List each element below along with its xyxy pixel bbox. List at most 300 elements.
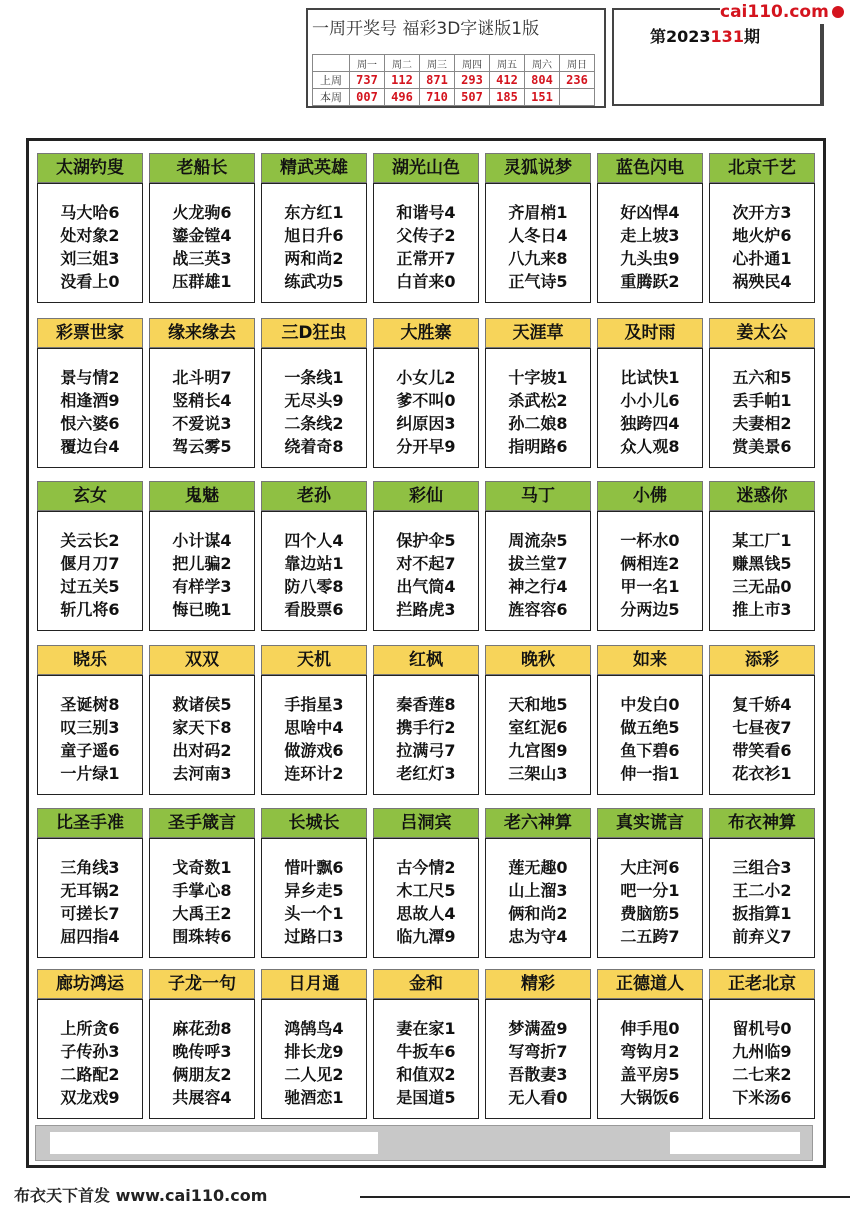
riddle-line: 家天下8: [172, 718, 232, 737]
riddle-line: 二条线2: [284, 414, 344, 433]
riddle-cell: [149, 481, 255, 631]
riddle-line: 手掌心8: [172, 881, 232, 900]
riddle-cell: [149, 808, 255, 958]
riddle-line: 指明路6: [508, 437, 568, 456]
footer-blank-left: [50, 1132, 378, 1154]
riddle-line: 俩朋友2: [172, 1065, 232, 1084]
riddle-body: [261, 838, 367, 958]
riddle-line: 竖稍长4: [172, 391, 232, 410]
riddle-cell: [597, 153, 703, 303]
riddle-author: 正老北京: [709, 969, 815, 999]
riddle-line: 神之行4: [508, 577, 568, 596]
riddle-body: [597, 838, 703, 958]
riddle-cell: [261, 969, 367, 1119]
riddle-line: 三组合3: [732, 858, 792, 877]
riddle-line: 二五跨7: [620, 927, 680, 946]
riddle-cell: [709, 645, 815, 795]
riddle-author: 吕洞宾: [373, 808, 479, 838]
riddle-line: 爹不叫0: [396, 391, 456, 410]
riddle-cell: [709, 808, 815, 958]
riddle-line: 恨六婆6: [60, 414, 120, 433]
day-label: 周日: [560, 55, 595, 72]
riddle-author: 缘来缘去: [149, 318, 255, 348]
riddle-line: 不爱说3: [172, 414, 232, 433]
riddle-line: 费脑筋5: [620, 904, 680, 923]
riddle-line: 梦满盈9: [508, 1019, 568, 1038]
riddle-body: [149, 183, 255, 303]
riddle-line: 地火炉6: [732, 226, 792, 245]
riddle-line: 好凶悍4: [620, 203, 680, 222]
riddle-cell: [37, 153, 143, 303]
riddle-line: 齐眉梢1: [508, 203, 568, 222]
this-week-row: [313, 89, 595, 106]
riddle-cell: [261, 645, 367, 795]
draw-number: 185: [490, 89, 525, 106]
riddle-line: 过路口3: [284, 927, 344, 946]
riddle-line: 思啥中4: [284, 718, 344, 737]
riddle-line: 连环计2: [284, 764, 344, 783]
riddle-line: 刘三姐3: [60, 249, 120, 268]
riddle-line: 夫妻相2: [732, 414, 792, 433]
riddle-line: 围珠转6: [172, 927, 232, 946]
riddle-body: [709, 675, 815, 795]
riddle-line: 双龙戏9: [60, 1088, 120, 1107]
riddle-line: 牛扳车6: [396, 1042, 456, 1061]
riddle-author: 小佛: [597, 481, 703, 511]
riddle-cell: [373, 481, 479, 631]
riddle-line: 关云长2: [60, 531, 120, 550]
riddle-body: [373, 511, 479, 631]
riddle-line: 看股票6: [284, 600, 344, 619]
riddle-line: 绕着奇8: [284, 437, 344, 456]
riddle-author: 长城长: [261, 808, 367, 838]
last-week-row: [313, 72, 595, 89]
riddle-line: 大禹王2: [172, 904, 232, 923]
riddle-body: [709, 999, 815, 1119]
riddle-cell: [37, 318, 143, 468]
riddle-author: 姜太公: [709, 318, 815, 348]
weekly-draw-panel: [306, 8, 606, 108]
riddle-cell: [149, 969, 255, 1119]
riddle-cell: [597, 969, 703, 1119]
riddle-line: 秦香莲8: [396, 695, 456, 714]
riddle-line: 前弃义7: [732, 927, 792, 946]
riddle-line: 做五绝5: [620, 718, 680, 737]
riddle-body: [373, 183, 479, 303]
riddle-line: 偃月刀7: [60, 554, 120, 573]
riddle-line: 二七来2: [732, 1065, 792, 1084]
riddle-cell: [37, 481, 143, 631]
riddle-line: 和谐号4: [396, 203, 456, 222]
riddle-cell: [597, 481, 703, 631]
riddle-line: 头一个1: [284, 904, 344, 923]
riddle-line: 异乡走5: [284, 881, 344, 900]
riddle-cell: [485, 645, 591, 795]
riddle-line: 可搓长7: [60, 904, 120, 923]
riddle-line: 俩和尚2: [508, 904, 568, 923]
riddle-line: 携手行2: [396, 718, 456, 737]
riddle-line: 甲一名1: [620, 577, 680, 596]
riddle-line: 七昼夜7: [732, 718, 792, 737]
riddle-line: 无人看0: [508, 1088, 568, 1107]
riddle-body: [149, 511, 255, 631]
riddle-line: 出对码2: [172, 741, 232, 760]
riddle-body: [149, 999, 255, 1119]
riddle-author: 正德道人: [597, 969, 703, 999]
riddle-line: 吧一分1: [620, 881, 680, 900]
riddle-line: 九州临9: [732, 1042, 792, 1061]
riddle-line: 小小儿6: [620, 391, 680, 410]
riddle-line: 一条线1: [284, 368, 344, 387]
riddle-body: [149, 838, 255, 958]
riddle-author: 真实谎言: [597, 808, 703, 838]
riddle-line: 次开方3: [732, 203, 792, 222]
riddle-line: 悔已晚1: [172, 600, 232, 619]
riddle-body: [261, 183, 367, 303]
riddle-line: 大庄河6: [620, 858, 680, 877]
riddle-line: 二人见2: [284, 1065, 344, 1084]
riddle-author: 圣手箴言: [149, 808, 255, 838]
riddle-line: 赚黑钱5: [732, 554, 792, 573]
riddle-line: 战三英3: [172, 249, 232, 268]
riddle-body: [709, 183, 815, 303]
riddle-line: 把儿骗2: [172, 554, 232, 573]
riddle-line: 保护伞5: [396, 531, 456, 550]
riddle-line: 一杯水0: [620, 531, 680, 550]
riddle-line: 分两边5: [620, 600, 680, 619]
riddle-cell: [261, 318, 367, 468]
riddle-line: 是国道5: [396, 1088, 456, 1107]
riddle-body: [709, 511, 815, 631]
riddle-line: 鸿鹄鸟4: [284, 1019, 344, 1038]
riddle-grid: [26, 138, 826, 1168]
riddle-cell: [485, 808, 591, 958]
draw-number: 804: [525, 72, 560, 89]
riddle-line: 三角线3: [60, 858, 120, 877]
day-header-row: [313, 55, 595, 72]
riddle-body: [709, 348, 815, 468]
riddle-author: 比圣手准: [37, 808, 143, 838]
riddle-author: 老六神算: [485, 808, 591, 838]
riddle-line: 无尽头9: [284, 391, 344, 410]
riddle-cell: [37, 645, 143, 795]
riddle-author: 玄女: [37, 481, 143, 511]
riddle-line: 伸手甩0: [620, 1019, 680, 1038]
riddle-author: 彩票世家: [37, 318, 143, 348]
day-label: 周五: [490, 55, 525, 72]
riddle-line: 临九潭9: [396, 927, 456, 946]
draw-number: 871: [420, 72, 455, 89]
riddle-line: 惜叶飘6: [284, 858, 344, 877]
footer-credit: 布衣天下首发 www.cai110.com: [14, 1186, 268, 1205]
riddle-line: 处对象2: [60, 226, 120, 245]
riddle-cell: [485, 318, 591, 468]
riddle-line: 九头虫9: [620, 249, 680, 268]
riddle-line: 靠边站1: [284, 554, 344, 573]
riddle-line: 妻在家1: [396, 1019, 456, 1038]
riddle-cell: [597, 808, 703, 958]
riddle-author: 双双: [149, 645, 255, 675]
riddle-author: 及时雨: [597, 318, 703, 348]
draw-number: 737: [350, 72, 385, 89]
riddle-line: 拦路虎3: [396, 600, 456, 619]
riddle-line: 大锅饭6: [620, 1088, 680, 1107]
riddle-line: 扳指算1: [732, 904, 792, 923]
riddle-line: 天和地5: [508, 695, 568, 714]
riddle-line: 共展容4: [172, 1088, 232, 1107]
riddle-author: 北京千艺: [709, 153, 815, 183]
riddle-line: 留机号0: [732, 1019, 792, 1038]
weekly-draw-table: [312, 54, 595, 106]
riddle-line: 覆边台4: [60, 437, 120, 456]
riddle-line: 盖平房5: [620, 1065, 680, 1084]
riddle-line: 木工尺5: [396, 881, 456, 900]
riddle-cell: [261, 808, 367, 958]
riddle-body: [37, 838, 143, 958]
riddle-body: [597, 511, 703, 631]
footer-rule: [360, 1196, 850, 1198]
riddle-author: 红枫: [373, 645, 479, 675]
day-label: 周四: [455, 55, 490, 72]
riddle-body: [597, 348, 703, 468]
riddle-line: 景与情2: [60, 368, 120, 387]
draw-number: [560, 89, 595, 106]
day-label: 周三: [420, 55, 455, 72]
riddle-line: 三无品0: [732, 577, 792, 596]
riddle-author: 如来: [597, 645, 703, 675]
riddle-line: 鱼下碧6: [620, 741, 680, 760]
riddle-line: 伸一指1: [620, 764, 680, 783]
day-label: 周六: [525, 55, 560, 72]
riddle-author: 廊坊鸿运: [37, 969, 143, 999]
riddle-line: 驰酒恋1: [284, 1088, 344, 1107]
riddle-body: [37, 675, 143, 795]
riddle-author: 天机: [261, 645, 367, 675]
riddle-cell: [373, 153, 479, 303]
riddle-author: 子龙一句: [149, 969, 255, 999]
riddle-line: 推上市3: [732, 600, 792, 619]
riddle-body: [373, 675, 479, 795]
riddle-cell: [373, 645, 479, 795]
riddle-cell: [485, 153, 591, 303]
riddle-author: 金和: [373, 969, 479, 999]
riddle-line: 杀武松2: [508, 391, 568, 410]
riddle-author: 精彩: [485, 969, 591, 999]
riddle-line: 正气诗5: [508, 272, 568, 291]
riddle-line: 中发白0: [620, 695, 680, 714]
riddle-body: [261, 999, 367, 1119]
riddle-line: 麻花劲8: [172, 1019, 232, 1038]
riddle-author: 老船长: [149, 153, 255, 183]
riddle-line: 圣诞树8: [60, 695, 120, 714]
riddle-line: 正常开7: [396, 249, 456, 268]
riddle-line: 没看上0: [60, 272, 120, 291]
riddle-line: 压群雄1: [172, 272, 232, 291]
riddle-cell: [709, 153, 815, 303]
riddle-line: 众人观8: [620, 437, 680, 456]
riddle-line: 心扑通1: [732, 249, 792, 268]
riddle-body: [261, 675, 367, 795]
riddle-cell: [149, 645, 255, 795]
riddle-cell: [261, 153, 367, 303]
riddle-body: [485, 183, 591, 303]
riddle-body: [485, 675, 591, 795]
riddle-cell: [709, 481, 815, 631]
riddle-body: [37, 999, 143, 1119]
riddle-line: 吾散妻3: [508, 1065, 568, 1084]
riddle-body: [149, 348, 255, 468]
riddle-line: 赏美景6: [732, 437, 792, 456]
riddle-body: [37, 348, 143, 468]
riddle-line: 救诸侯5: [172, 695, 232, 714]
riddle-author: 彩仙: [373, 481, 479, 511]
row-label: 本周: [313, 89, 350, 106]
riddle-cell: [37, 808, 143, 958]
riddle-cell: [597, 645, 703, 795]
riddle-line: 子传孙3: [60, 1042, 120, 1061]
riddle-line: 童子遥6: [60, 741, 120, 760]
riddle-line: 下米汤6: [732, 1088, 792, 1107]
site-logo[interactable]: cai110.com: [720, 2, 848, 24]
riddle-line: 独跨四4: [620, 414, 680, 433]
riddle-line: 莲无趣0: [508, 858, 568, 877]
riddle-body: [485, 838, 591, 958]
riddle-cell: [149, 153, 255, 303]
draw-number: 710: [420, 89, 455, 106]
riddle-body: [261, 348, 367, 468]
riddle-line: 老红灯3: [396, 764, 456, 783]
riddle-line: 弯钩月2: [620, 1042, 680, 1061]
riddle-line: 晚传呼3: [172, 1042, 232, 1061]
riddle-cell: [373, 969, 479, 1119]
riddle-line: 复千娇4: [732, 695, 792, 714]
riddle-line: 九宫图9: [508, 741, 568, 760]
riddle-author: 灵狐说梦: [485, 153, 591, 183]
riddle-author: 三D狂虫: [261, 318, 367, 348]
riddle-line: 父传子2: [396, 226, 456, 245]
riddle-line: 去河南3: [172, 764, 232, 783]
draw-number: 236: [560, 72, 595, 89]
weekly-draw-title: 一周开奖号 福彩3D字谜版1版: [312, 19, 540, 39]
riddle-body: [149, 675, 255, 795]
riddle-author: 晚秋: [485, 645, 591, 675]
riddle-line: 无耳锅2: [60, 881, 120, 900]
riddle-author: 太湖钓叟: [37, 153, 143, 183]
draw-number: 496: [385, 89, 420, 106]
riddle-line: 重腾跃2: [620, 272, 680, 291]
riddle-line: 三架山3: [508, 764, 568, 783]
draw-number: 112: [385, 72, 420, 89]
riddle-line: 旌容容6: [508, 600, 568, 619]
riddle-cell: [485, 481, 591, 631]
riddle-body: [37, 511, 143, 631]
riddle-line: 思故人4: [396, 904, 456, 923]
riddle-body: [485, 348, 591, 468]
riddle-line: 比试快1: [620, 368, 680, 387]
riddle-line: 周流杂5: [508, 531, 568, 550]
riddle-line: 拔兰堂7: [508, 554, 568, 573]
riddle-line: 纠原因3: [396, 414, 456, 433]
riddle-author: 迷惑你: [709, 481, 815, 511]
riddle-body: [373, 838, 479, 958]
riddle-body: [597, 675, 703, 795]
riddle-line: 手指星3: [284, 695, 344, 714]
footer-bar: [35, 1125, 813, 1161]
draw-number: 293: [455, 72, 490, 89]
riddle-author: 大胜寨: [373, 318, 479, 348]
riddle-body: [373, 348, 479, 468]
footer-blank-right: [670, 1132, 800, 1154]
day-label: 周二: [385, 55, 420, 72]
riddle-line: 四个人4: [284, 531, 344, 550]
draw-number: 151: [525, 89, 560, 106]
riddle-line: 旭日升6: [284, 226, 344, 245]
riddle-author: 湖光山色: [373, 153, 479, 183]
riddle-cell: [373, 318, 479, 468]
riddle-line: 和值双2: [396, 1065, 456, 1084]
riddle-line: 山上溜3: [508, 881, 568, 900]
riddle-author: 精武英雄: [261, 153, 367, 183]
riddle-line: 练武功5: [284, 272, 344, 291]
riddle-body: [261, 511, 367, 631]
riddle-line: 小女儿2: [396, 368, 456, 387]
riddle-line: 丢手帕1: [732, 391, 792, 410]
riddle-line: 王二小2: [732, 881, 792, 900]
riddle-line: 北斗明7: [172, 368, 232, 387]
riddle-line: 防八零8: [284, 577, 344, 596]
riddle-line: 某工厂1: [732, 531, 792, 550]
riddle-cell: [373, 808, 479, 958]
riddle-body: [485, 511, 591, 631]
riddle-author: 添彩: [709, 645, 815, 675]
riddle-body: [373, 999, 479, 1119]
day-label: 周一: [350, 55, 385, 72]
riddle-line: 写弯折7: [508, 1042, 568, 1061]
riddle-line: 斩几将6: [60, 600, 120, 619]
riddle-author: 日月通: [261, 969, 367, 999]
draw-number: 007: [350, 89, 385, 106]
riddle-line: 古今情2: [396, 858, 456, 877]
draw-number: 412: [490, 72, 525, 89]
riddle-line: 八九来8: [508, 249, 568, 268]
riddle-line: 做游戏6: [284, 741, 344, 760]
riddle-author: 晓乐: [37, 645, 143, 675]
riddle-line: 相逢酒9: [60, 391, 120, 410]
riddle-line: 上所贪6: [60, 1019, 120, 1038]
riddle-line: 俩相连2: [620, 554, 680, 573]
riddle-line: 有样学3: [172, 577, 232, 596]
issue-number: 第2023131期: [650, 27, 760, 46]
riddle-line: 过五关5: [60, 577, 120, 596]
riddle-author: 布衣神算: [709, 808, 815, 838]
riddle-cell: [709, 969, 815, 1119]
riddle-line: 带笑看6: [732, 741, 792, 760]
riddle-line: 忠为守4: [508, 927, 568, 946]
riddle-line: 花衣衫1: [732, 764, 792, 783]
riddle-line: 二路配2: [60, 1065, 120, 1084]
riddle-line: 小计谋4: [172, 531, 232, 550]
riddle-line: 排长龙9: [284, 1042, 344, 1061]
riddle-line: 鎏金镗4: [172, 226, 232, 245]
draw-number: 507: [455, 89, 490, 106]
riddle-line: 叹三别3: [60, 718, 120, 737]
logo-dot-icon: [832, 6, 844, 18]
riddle-cell: [485, 969, 591, 1119]
riddle-line: 分开早9: [396, 437, 456, 456]
riddle-line: 对不起7: [396, 554, 456, 573]
riddle-line: 两和尚2: [284, 249, 344, 268]
riddle-line: 十字坡1: [508, 368, 568, 387]
